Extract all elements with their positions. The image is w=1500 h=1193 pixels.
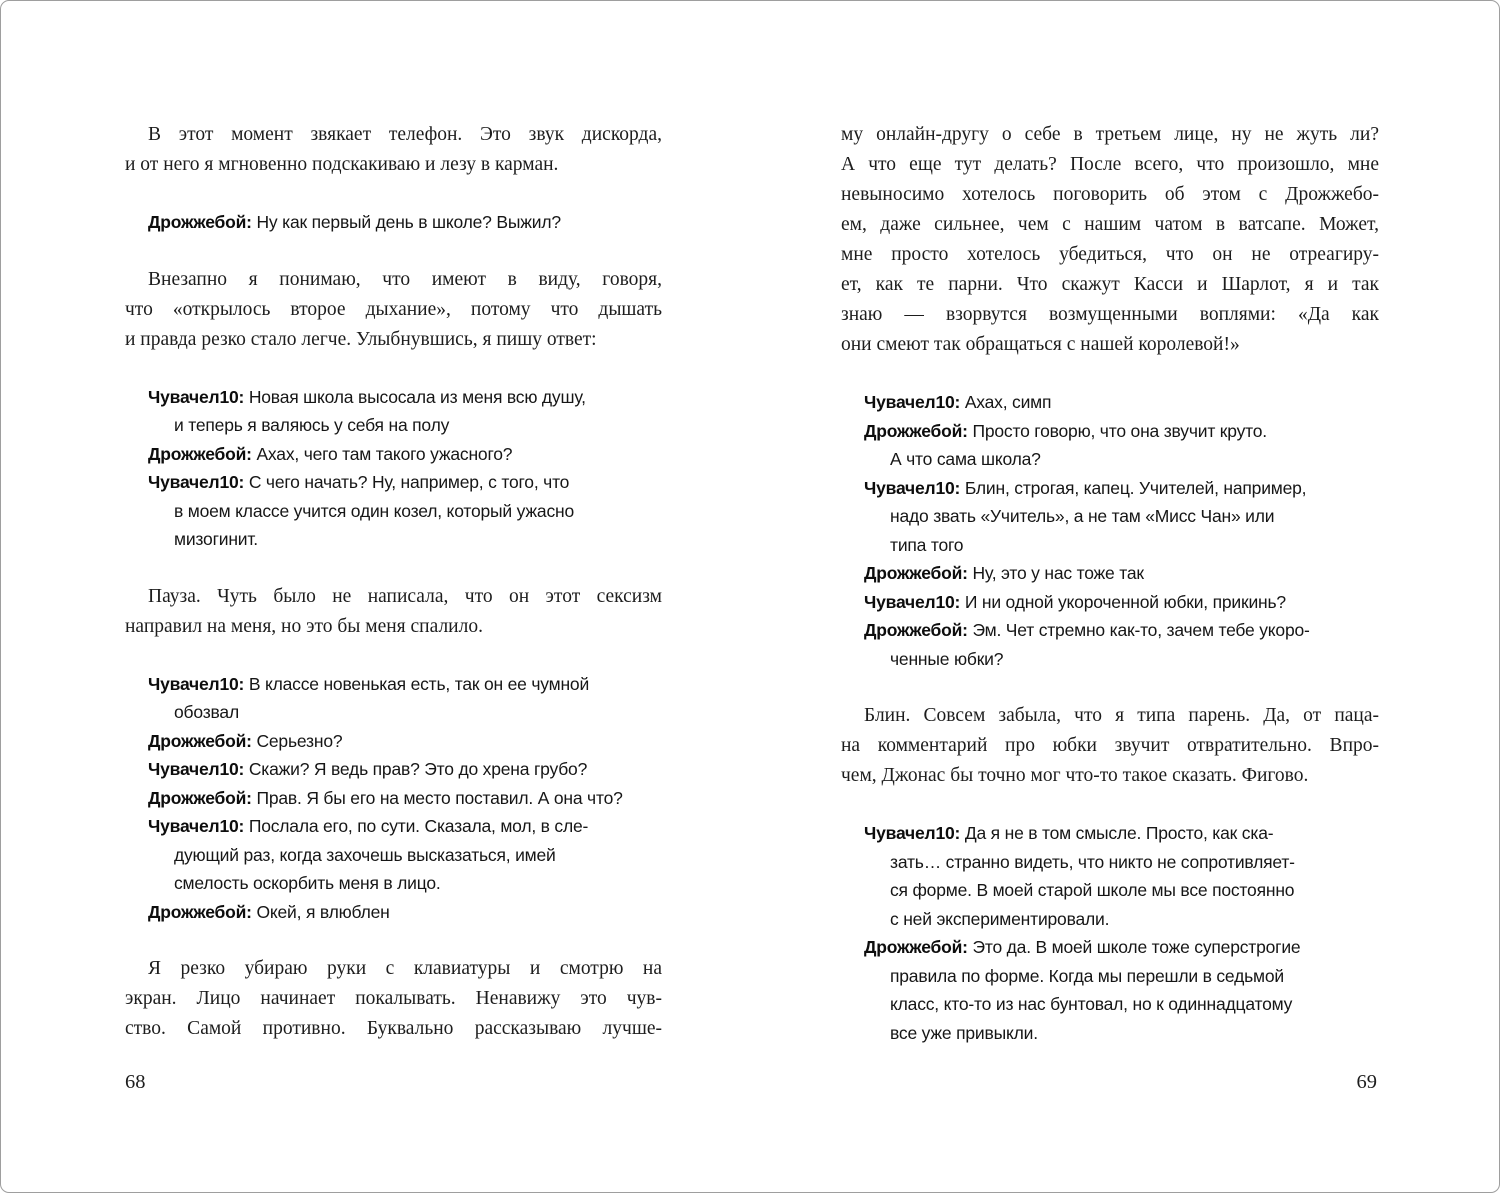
chat-username: Чувачел10:	[864, 477, 961, 498]
chat-block	[841, 819, 1379, 1047]
paragraph	[841, 701, 1379, 791]
paragraph-line: знаю — взорвутся возмущенными воплями: «Да как	[841, 304, 1379, 325]
paragraph	[125, 582, 662, 642]
chat-block	[125, 208, 662, 237]
chat-username: Чувачел10:	[864, 591, 961, 612]
paragraph	[125, 120, 662, 180]
paragraph	[125, 265, 662, 355]
chat-username: Чувачел10:	[148, 386, 245, 407]
chat-message-continuation: мизогинит.	[174, 529, 258, 549]
chat-message-continuation: А что сама школа?	[890, 449, 1041, 469]
chat-message-continuation: дующий раз, когда захочешь высказаться, имей	[174, 844, 556, 865]
chat-message: Чувачел10: В классе новенькая есть, так он ее чумной	[148, 673, 590, 694]
chat-message-continuation: все уже привыкли.	[890, 1022, 1038, 1043]
chat-message-continuation: ченные юбки?	[890, 648, 1004, 669]
chat-message-continuation: зать… странно видеть, что никто не сопротивляет-	[890, 851, 1295, 872]
chat-message: Дрожжебой: Это да. В моей школе тоже суперстрогие	[864, 937, 1301, 957]
chat-message: Дрожжебой: Ну, это у нас тоже так	[864, 563, 1144, 583]
chat-username: Дрожжебой:	[148, 787, 252, 808]
chat-username: Дрожжебой:	[148, 212, 252, 232]
chat-block	[125, 670, 662, 927]
paragraph-line: экран. Лицо начинает покалывать. Ненавижу это чув-	[125, 988, 662, 1009]
chat-message: Чувачел10: Блин, строгая, капец. Учителей, например,	[864, 477, 1307, 498]
chat-username: Чувачел10:	[148, 472, 245, 492]
chat-message: Дрожжебой: Окей, я влюблен	[148, 901, 390, 922]
chat-block	[841, 388, 1379, 673]
chat-message-continuation: обозвал	[174, 702, 239, 722]
chat-username: Чувачел10:	[148, 673, 245, 694]
chat-message: Дрожжебой: Ну как первый день в школе? Выжил?	[148, 212, 561, 232]
chat-username: Чувачел10:	[864, 823, 961, 843]
chat-username: Дрожжебой:	[148, 901, 252, 922]
chat-message: Дрожжебой: Ахах, чего там такого ужасного?	[148, 443, 513, 464]
paragraph-line: и правда резко стало легче. Улыбнувшись, я пишу ответ:	[125, 328, 597, 350]
paragraph-line: невыносимо хотелось поговорить об этом с Дрожжебо-	[841, 184, 1379, 205]
chat-message: Чувачел10: Да я не в том смысле. Просто, как ска-	[864, 823, 1274, 843]
chat-username: Дрожжебой:	[864, 420, 968, 441]
paragraph	[125, 954, 662, 1044]
chat-username: Дрожжебой:	[864, 563, 968, 583]
page-left-content	[125, 120, 662, 1044]
chat-message-continuation: надо звать «Учитель», а не там «Мисс Чан» или	[890, 506, 1275, 526]
chat-message-continuation: типа того	[890, 534, 964, 555]
chat-message-continuation: класс, кто-то из нас бунтовал, но к одиннадцатому	[890, 994, 1293, 1014]
chat-message: Дрожжебой: Просто говорю, что она звучит круто.	[864, 420, 1267, 441]
paragraph-line: и от него я мгновенно подскакиваю и лезу в карман.	[125, 154, 559, 175]
paragraph-line: что «открылось второе дыхание», потому что дышать	[125, 298, 662, 320]
paragraph-line: Пауза. Чуть было не написала, что он этот сексизм	[148, 585, 662, 607]
chat-message: Чувачел10: Новая школа высосала из меня всю душу,	[148, 386, 586, 407]
paragraph-line: Внезапно я понимаю, что имеют в виду, говоря,	[148, 268, 662, 290]
chat-username: Дрожжебой:	[148, 443, 252, 464]
chat-message: Чувачел10: Послала его, по сути. Сказала, мол, в сле-	[148, 816, 589, 836]
paragraph-line: направил на меня, но это бы меня спалило.	[125, 615, 483, 637]
chat-message: Чувачел10: С чего начать? Ну, например, с того, что	[148, 472, 570, 492]
paragraph-line: ет, как те парни. Что скажут Касси и Шарлот, я и так	[841, 274, 1379, 295]
paragraph-line: Блин. Совсем забыла, что я типа парень. Да, от паца-	[864, 705, 1379, 726]
chat-message: Чувачел10: И ни одной укороченной юбки, прикинь?	[864, 591, 1286, 612]
chat-message: Чувачел10: Скажи? Я ведь прав? Это до хрена грубо?	[148, 759, 588, 779]
chat-username: Чувачел10:	[148, 816, 245, 836]
paragraph-line: на комментарий про юбки звучит отвратительно. Впро-	[841, 735, 1379, 756]
paragraph-line: ство. Самой противно. Буквально рассказываю лучше-	[125, 1018, 662, 1039]
chat-message: Дрожжебой: Эм. Чет стремно как-то, зачем тебе укоро-	[864, 620, 1310, 640]
chat-message: Дрожжебой: Серьезно?	[148, 730, 343, 751]
chat-message-continuation: и теперь я валяюсь у себя на полу	[174, 415, 450, 435]
paragraph-line: Я резко убираю руки с клавиатуры и смотрю на	[148, 958, 662, 979]
chat-username: Дрожжебой:	[864, 620, 968, 640]
paragraph-line: они смеют так обращаться с нашей королевой!»	[841, 334, 1240, 355]
chat-message-continuation: в моем классе учится один козел, который ужасно	[174, 500, 574, 521]
paragraph-line: В этот момент звякает телефон. Это звук дискорда,	[148, 124, 662, 145]
paragraph-line: мне просто хотелось убедиться, что он не отреагиру-	[841, 244, 1379, 265]
chat-username: Дрожжебой:	[148, 730, 252, 751]
paragraph-line: А что еще тут делать? После всего, что произошло, мне	[841, 154, 1379, 175]
chat-username: Чувачел10:	[864, 392, 961, 412]
page-number-left: 68	[125, 1071, 146, 1093]
paragraph-line: ем, даже сильнее, чем с нашим чатом в ватсапе. Может,	[841, 214, 1379, 235]
chat-message: Чувачел10: Ахах, симп	[864, 392, 1052, 412]
chat-message-continuation: с ней экспериментировали.	[890, 908, 1110, 929]
chat-message-continuation: ся форме. В моей старой школе мы все постоянно	[890, 880, 1295, 900]
chat-message: Дрожжебой: Прав. Я бы его на место поставил. А она что?	[148, 787, 623, 808]
paragraph-line: му онлайн-другу о себе в третьем лице, ну не жуть ли?	[841, 124, 1379, 145]
chat-username: Дрожжебой:	[864, 937, 968, 957]
chat-message-continuation: правила по форме. Когда мы перешли в седьмой	[890, 965, 1284, 986]
chat-username: Чувачел10:	[148, 759, 245, 779]
paragraph	[841, 120, 1379, 360]
chat-message-continuation: смелость оскорбить меня в лицо.	[174, 873, 441, 893]
paragraph-line: чем, Джонас бы точно мог что-то такое сказать. Фигово.	[841, 765, 1309, 786]
page-number-right: 69	[1356, 1071, 1377, 1093]
chat-block	[125, 383, 662, 554]
page-right-content	[841, 120, 1379, 1047]
